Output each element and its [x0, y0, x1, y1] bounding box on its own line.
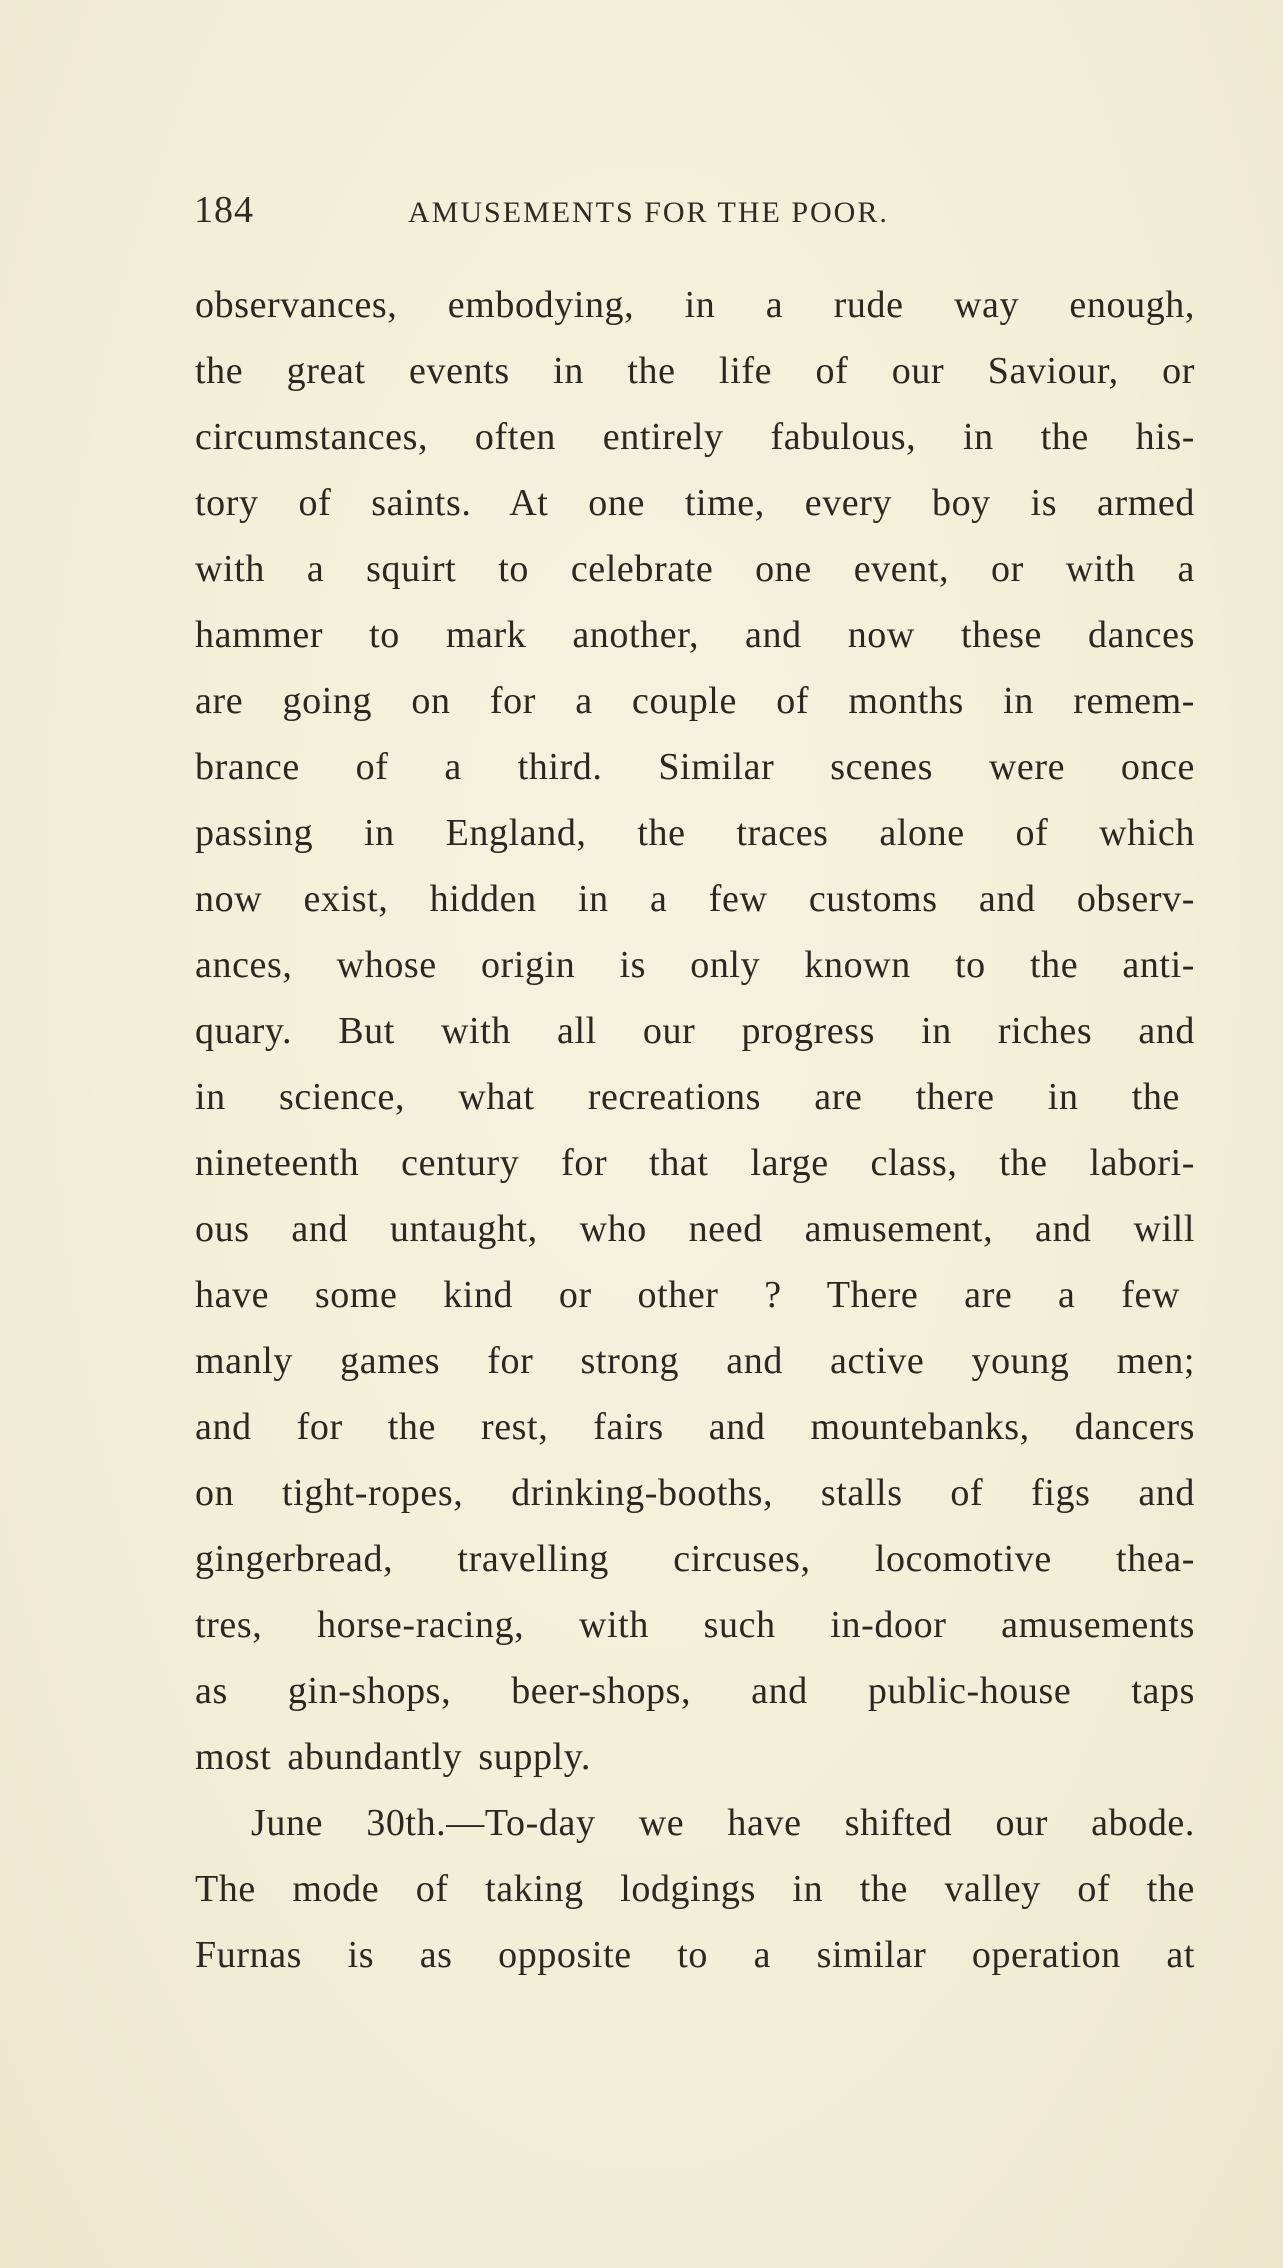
text-line: have some kind or other ? There are a few	[195, 1274, 1180, 1316]
running-title: AMUSEMENTS FOR THE POOR.	[408, 196, 889, 229]
text-line: now exist, hidden in a few customs and observ-	[195, 878, 1195, 920]
text-line: circumstances, often entirely fabulous, in the his-	[195, 416, 1195, 458]
text-line: manly games for strong and active young men;	[195, 1340, 1195, 1382]
text-line: and for the rest, fairs and mountebanks, dancers	[195, 1406, 1195, 1448]
text-line: The mode of taking lodgings in the valley of the	[195, 1868, 1195, 1910]
text-line: ances, whose origin is only known to the anti-	[195, 944, 1195, 986]
text-line: Furnas is as opposite to a similar operation at	[195, 1934, 1195, 1976]
text-line: hammer to mark another, and now these dances	[195, 614, 1195, 656]
text-line: passing in England, the traces alone of which	[195, 812, 1195, 854]
text-line: quary. But with all our progress in riches and	[195, 1010, 1195, 1052]
text-line: tres, horse-racing, with such in-door amusements	[195, 1604, 1195, 1646]
text-line: June 30th.—To-day we have shifted our abode.	[251, 1802, 1195, 1844]
body-text	[195, 272, 1195, 1988]
text-line: most abundantly supply.	[195, 1736, 591, 1778]
text-line: observances, embodying, in a rude way enough,	[195, 284, 1195, 326]
text-line: gingerbread, travelling circuses, locomotive thea-	[195, 1538, 1195, 1580]
text-line: with a squirt to celebrate one event, or with a	[195, 548, 1195, 590]
text-line: tory of saints. At one time, every boy is armed	[195, 482, 1195, 524]
page-number: 184	[194, 189, 254, 231]
text-line: as gin-shops, beer-shops, and public-house taps	[195, 1670, 1195, 1712]
text-line: on tight-ropes, drinking-booths, stalls of figs and	[195, 1472, 1195, 1514]
text-line: nineteenth century for that large class, the labori-	[195, 1142, 1195, 1184]
text-line: ous and untaught, who need amusement, and will	[195, 1208, 1195, 1250]
page-header	[194, 188, 1194, 238]
text-line: the great events in the life of our Saviour, or	[195, 350, 1195, 392]
text-line: brance of a third. Similar scenes were once	[195, 746, 1195, 788]
text-line: in science, what recreations are there in the	[195, 1076, 1180, 1118]
text-line: are going on for a couple of months in remem-	[195, 680, 1195, 722]
